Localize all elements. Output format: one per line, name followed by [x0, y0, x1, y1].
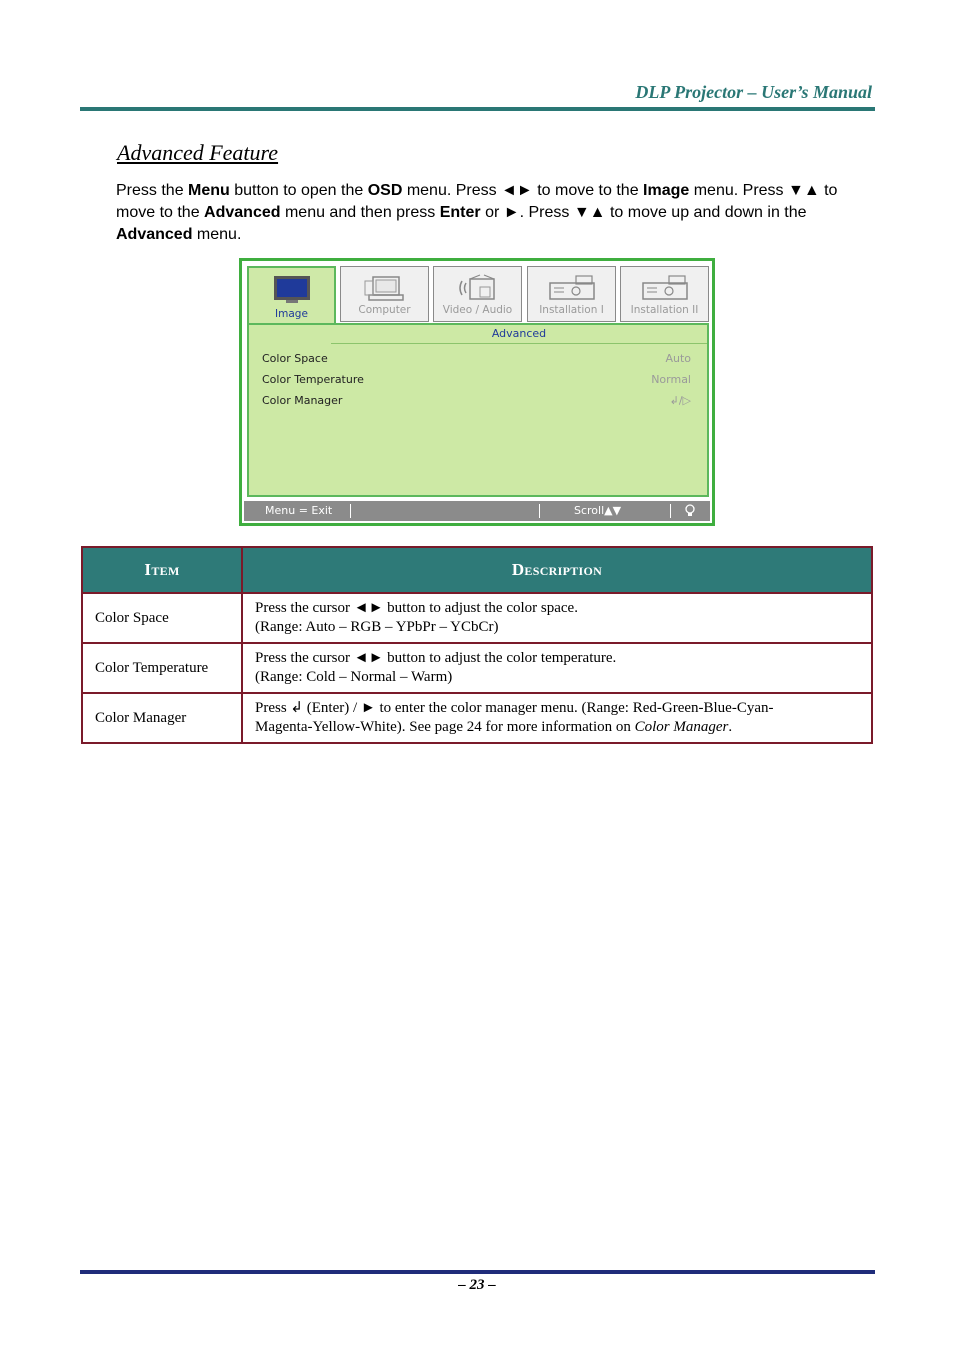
installation-icon	[639, 273, 691, 307]
row-value: Auto	[665, 352, 691, 365]
lightbulb-icon	[684, 504, 696, 525]
footer-separator	[670, 504, 671, 518]
osd-row-color-temperature[interactable]	[262, 371, 691, 389]
footer-rule	[80, 1270, 875, 1274]
scroll-hint: Scroll▲▼	[574, 504, 622, 517]
header-rule	[80, 107, 875, 111]
osd-row-color-space[interactable]	[262, 350, 691, 368]
column-header-description: Description	[242, 547, 872, 593]
tab-label: Installation I	[539, 304, 604, 316]
scroll-arrows-icon: ▲▼	[604, 504, 622, 517]
computer-icon	[363, 273, 407, 307]
video-audio-icon	[456, 273, 500, 307]
section-title: Advanced Feature	[117, 140, 279, 165]
footer-separator	[350, 504, 351, 518]
osd-row-color-manager[interactable]	[262, 392, 691, 410]
installation-icon	[546, 273, 598, 307]
tab-installation-i[interactable]	[527, 266, 616, 322]
tab-computer[interactable]	[340, 266, 429, 322]
osd-panel	[247, 323, 709, 497]
osd-submenu-title: Advanced	[331, 325, 707, 344]
cell-description: Press the cursor ◄► button to adjust the color temperature. (Range: Cold – Normal – Warm)	[242, 643, 872, 693]
cell-item: Color Space	[82, 593, 242, 643]
tab-label: Installation II	[630, 304, 699, 316]
intro-paragraph: Press the Menu button to open the OSD menu. Press ◄► to move to the Image menu. Press ▼▲ to move to the Advanced menu and then press Enter or ►. Press ▼▲ to move up and down in the Advanced menu.	[116, 182, 838, 243]
cell-item: Color Temperature	[82, 643, 242, 693]
tab-label: Video / Audio	[442, 304, 513, 316]
row-label: Color Manager	[262, 394, 343, 407]
image-icon	[272, 274, 312, 308]
header-title: DLP Projector – User’s Manual	[635, 82, 872, 102]
osd-footer	[244, 501, 710, 521]
table-row	[82, 693, 872, 743]
table-row	[82, 643, 872, 693]
page-number: – 23 –	[458, 1277, 496, 1293]
description-table	[81, 546, 873, 744]
tab-label: Computer	[358, 304, 411, 316]
cell-description: Press ↲ (Enter) / ► to enter the color manager menu. (Range: Red-Green-Blue-Cyan- Magenta-Yellow-White). See page 24 for more information on Color Manager.	[242, 693, 872, 743]
column-header-item: Item	[82, 547, 242, 593]
menu-exit-hint: Menu = Exit	[265, 504, 333, 517]
cell-item: Color Manager	[82, 693, 242, 743]
row-label: Color Temperature	[262, 373, 364, 386]
table-row	[82, 593, 872, 643]
row-label: Color Space	[262, 352, 328, 365]
cell-description: Press the cursor ◄► button to adjust the color space. (Range: Auto – RGB – YPbPr – YCbCr)	[242, 593, 872, 643]
row-value: ↲/▷	[669, 394, 691, 407]
tab-installation-ii[interactable]	[620, 266, 709, 322]
tab-image[interactable]	[247, 266, 336, 328]
tab-video-audio[interactable]	[433, 266, 522, 322]
row-value: Normal	[651, 373, 691, 386]
tab-label: Image	[275, 308, 308, 320]
footer-separator	[539, 504, 540, 518]
osd-menu	[239, 258, 715, 526]
